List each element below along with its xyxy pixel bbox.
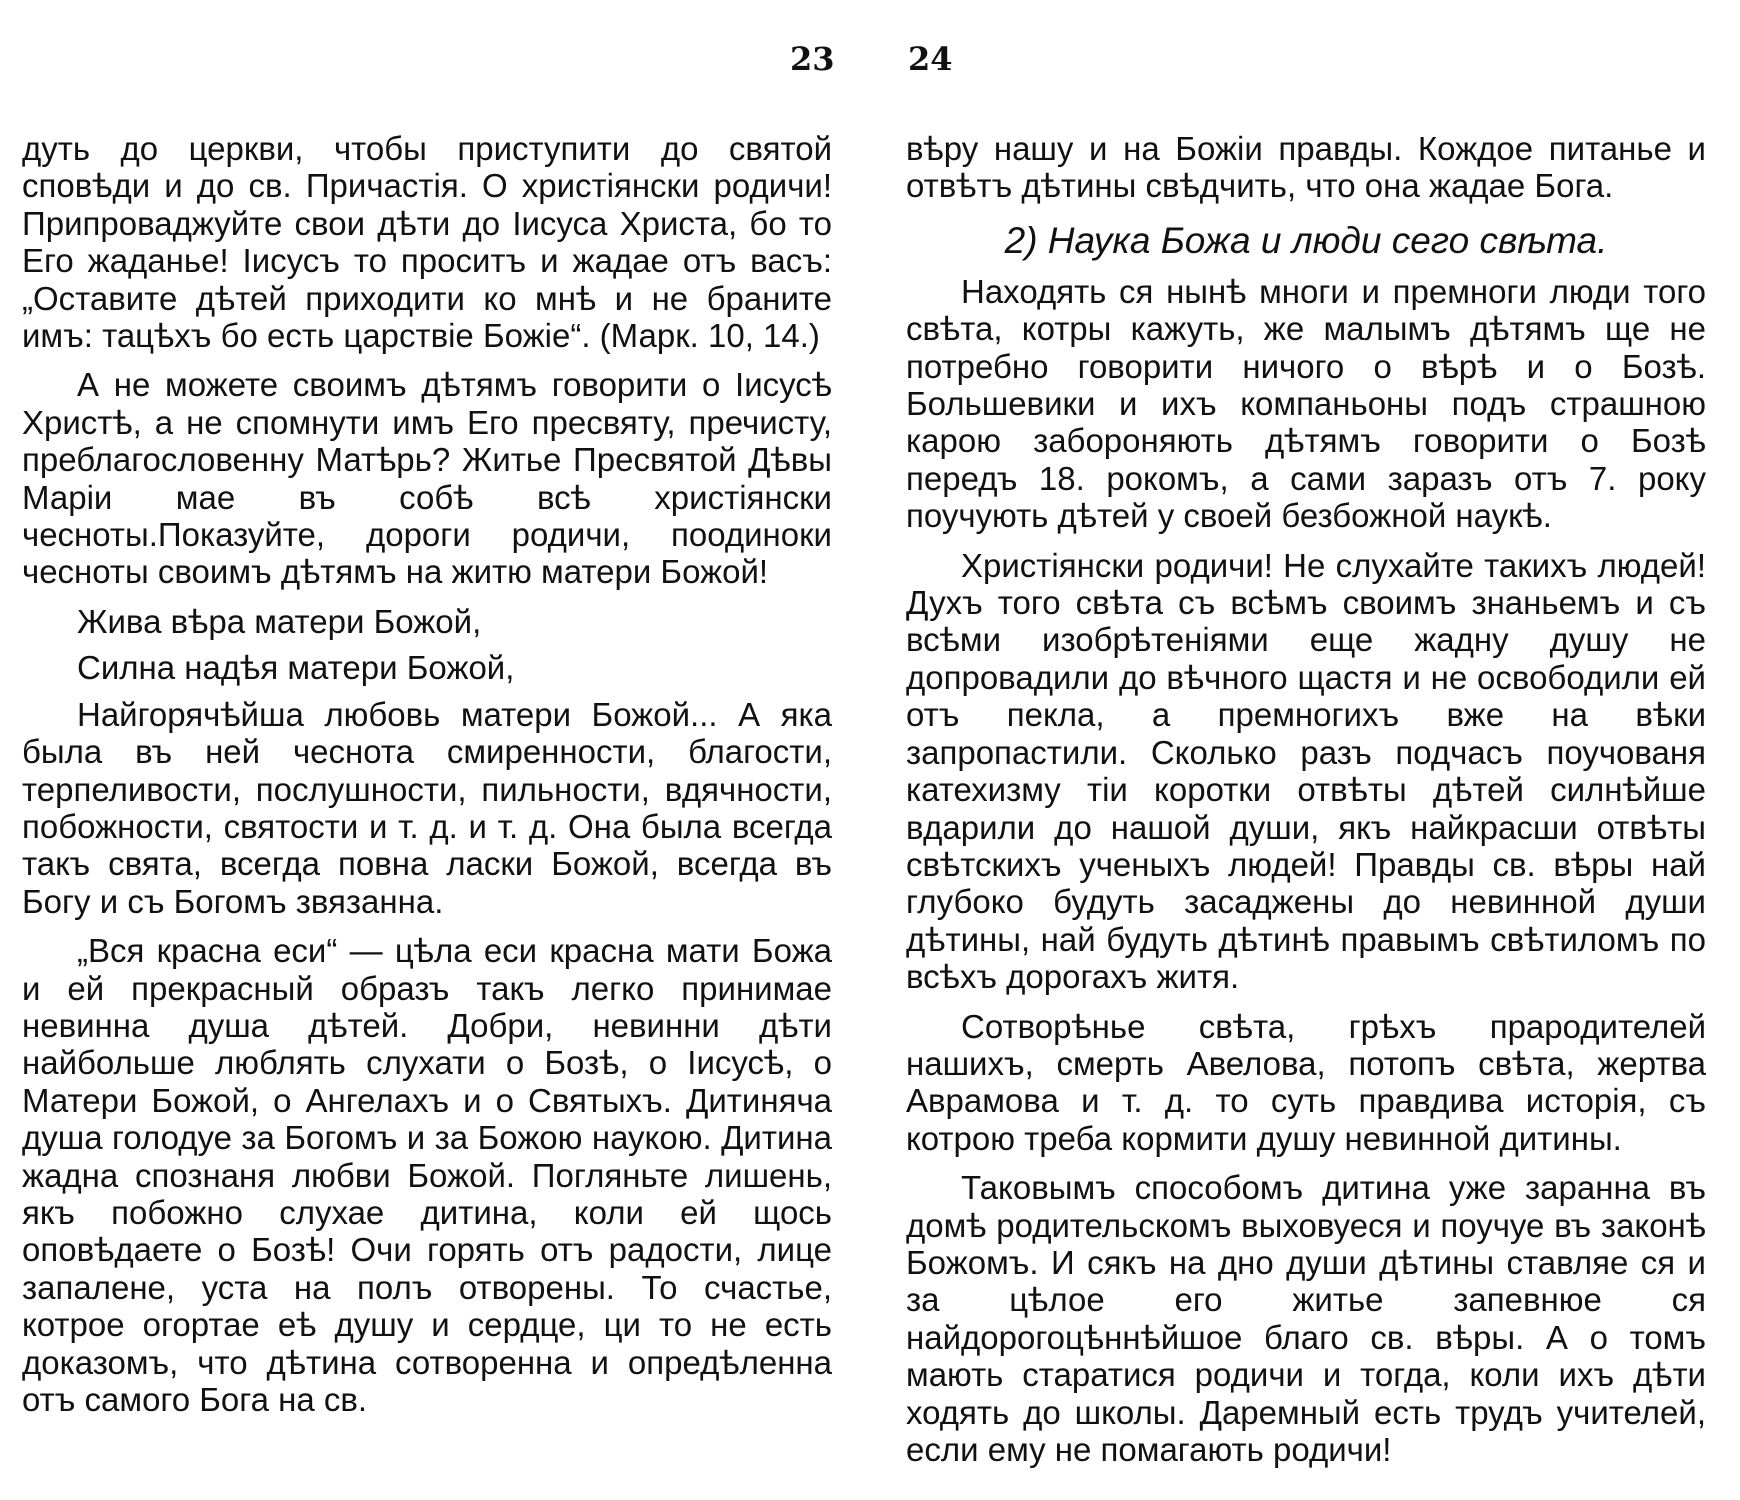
left-page-column	[22, 130, 832, 1430]
right-paragraph-4: Таковымъ способомъ дитина уже заранна въ домѣ родительскомъ выховуеся и поучуе въ законѣ Божомъ. И сякъ на дно души дѣтины ставляе ся и за цѣлое его житье запевнюе ся найдорогоцѣннѣйшое благо св. вѣры. А о томъ мають старатися родичи и тогда, коли ихъ дѣти ходять до школы. Даремный есть трудъ учителей, если ему не помагають родичи!	[906, 1169, 1706, 1468]
page-number-right: 24	[908, 40, 953, 78]
left-verse-2: Силна надѣя матери Божой,	[77, 649, 515, 687]
page-number-left: 23	[790, 40, 835, 78]
right-page-column	[906, 130, 1706, 1480]
right-intro-paragraph: вѣру нашу и на Божіи правды. Кождое питанье и отвѣтъ дѣтины свѣдчить, что она жадае Бога.	[906, 130, 1706, 205]
right-paragraph-2: Христіянски родичи! Не слухайте такихъ людей! Духъ того свѣта съ всѣмъ своимъ знаньемъ и съ всѣми изобрѣтеніями еще жадну душу не допровадили до вѣчного щастя и не освободили ей отъ пекла, а премногихъ вже на вѣки запропастили. Сколько разъ подчасъ поучованя катехизму тіи коротки отвѣты дѣтей силнѣйше вдарили до нашой души, якъ найкрасши отвѣты свѣтскихъ ученыхъ людей! Правды св. вѣры най глубоко будуть засаджены до невинной души дѣтины, най будуть дѣтинѣ правымъ свѣтиломъ по всѣхъ дорогахъ житя.	[906, 546, 1706, 996]
left-paragraph-3: Найгорячѣйша любовь матери Божой... А яка была въ ней чеснота смиренности, благости, терпеливости, послушности, пильности, вдячности, побожности, святости и т. д. и т. д. Она была всегда такъ свята, всегда повна ласки Божой, всегда въ Богу и съ Богомъ звязанна.	[22, 695, 832, 920]
right-paragraph-3: Сотворѣнье свѣта, грѣхъ прародителей нашихъ, смерть Авелова, потопъ свѣта, жертва Аврамова и т. д. то суть правдива исторія, съ котрою треба кормити душу невинной дитины.	[906, 1007, 1706, 1157]
section-heading: 2) Наука Божа и люди сего свѣта.	[1004, 219, 1608, 261]
left-paragraph-4: „Вся красна еси“ — цѣла еси красна мати Божа и ей прекрасный образъ такъ легко принимае невинна душа дѣтей. Добри, невинни дѣти найбольше люблять слухати о Бозѣ, о Іисусѣ, о Матери Божой, о Ангелахъ и о Святыхъ. Дитиняча душа голодуе за Богомъ и за Божою наукою. Дитина жадна спознаня любви Божой. Погляньте лишень, якъ побожно слухае дитина, коли ей щось оповѣдаете о Бозѣ! Очи горять отъ радости, лице запалене, уста на полъ отворены. То счастье, котрое огортае еѣ душу и сердце, ци то не есть доказомъ, что дѣтина сотворенна и опредѣленна отъ самого Бога на св.	[22, 932, 832, 1418]
left-paragraph-1: дуть до церкви, чтобы приступити до святой сповѣди и до св. Причастія. О христіянски родичи! Припроваджуйте свои дѣти до Іисуса Христа, бо то Его жаданье! Іисусъ то проситъ и жадае отъ васъ: „Оставите дѣтей приходити ко мнѣ и не браните имъ: тацѣхъ бо есть царствіе Божіе“. (Марк. 10, 14.)	[22, 130, 832, 355]
left-verse-1: Жива вѣра матери Божой,	[77, 602, 482, 640]
left-paragraph-2: А не можете своимъ дѣтямъ говорити о Іисусѣ Христѣ, а не спомнути имъ Его пресвяту, пречисту, преблагословенну Матѣрь? Житье Пресвятой Дѣвы Маріи мае въ собѣ всѣ христіянски чесноты.Показуйте, дороги родичи, поодиноки чесноты своимъ дѣтямъ на житю матери Божой!	[22, 366, 832, 591]
right-paragraph-1: Находять ся нынѣ многи и премноги люди того свѣта, котры кажуть, же малымъ дѣтямъ ще не потребно говорити ничого о вѣрѣ и о Бозѣ. Большевики и ихъ компаньоны подъ страшною карою забороняють дѣтямъ говорити о Бозѣ передъ 18. рокомъ, а сами заразъ отъ 7. року поучують дѣтей у своей безбожной наукѣ.	[906, 272, 1706, 535]
